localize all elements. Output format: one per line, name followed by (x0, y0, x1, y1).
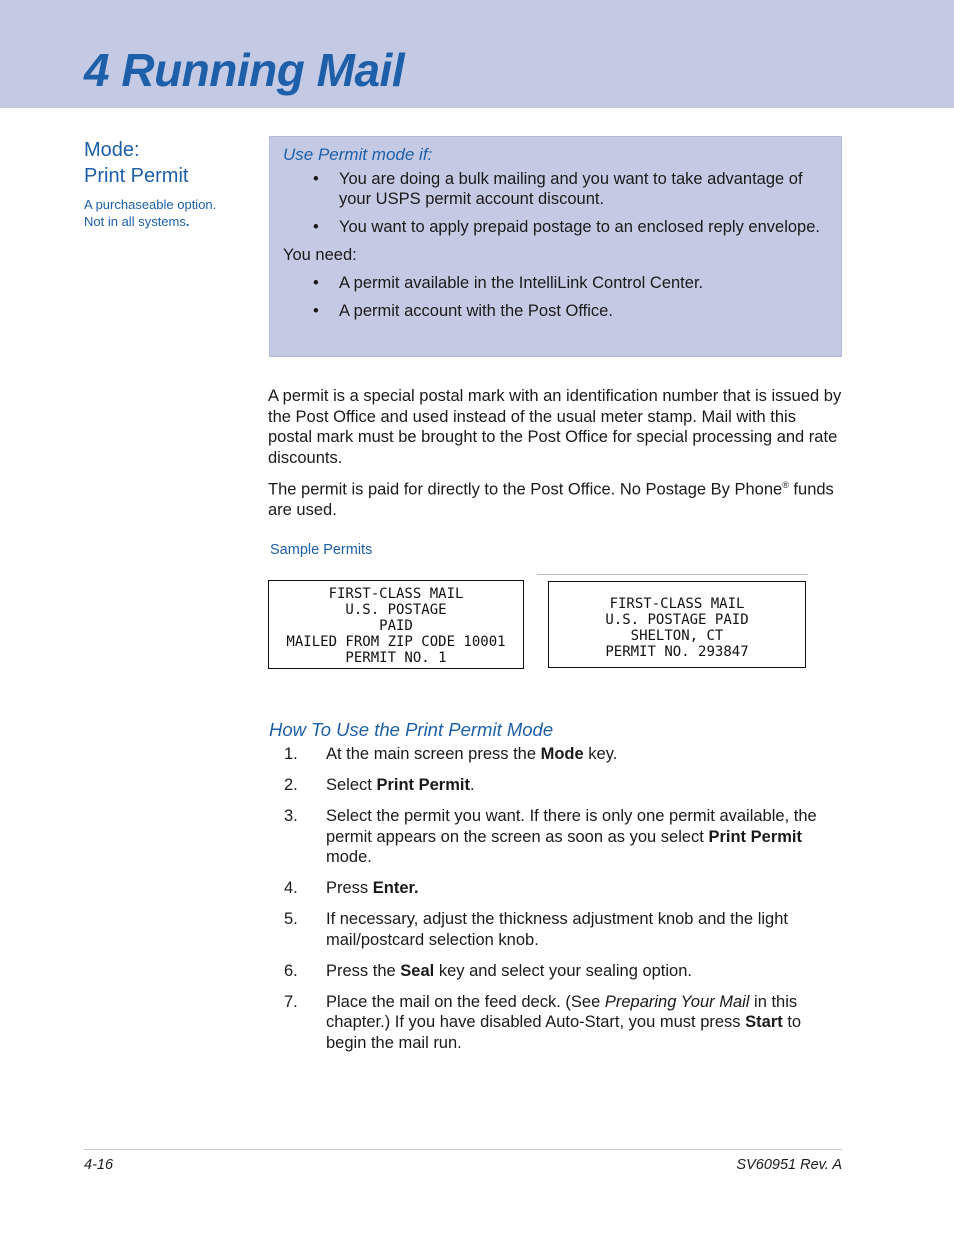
step-item (268, 775, 842, 796)
key-name: Print Permit (708, 827, 802, 846)
permit-usage-callout (269, 136, 842, 357)
step-item (268, 744, 842, 765)
list-item (283, 301, 829, 321)
permit-line: U.S. POSTAGE (345, 602, 447, 618)
step-text: . (469, 776, 475, 794)
use-if-list (283, 169, 829, 237)
step-text: . (414, 879, 419, 897)
page-number: 4-16 (84, 1157, 114, 1173)
mode-heading (84, 137, 254, 189)
step-text: mode. (326, 848, 372, 866)
bullet-icon: • (313, 274, 319, 292)
registered-mark: ® (782, 480, 789, 490)
permit-line: PERMIT NO. 293847 (605, 644, 749, 660)
permit-line: SHELTON, CT (630, 628, 724, 644)
bullet-icon: • (313, 170, 319, 188)
step-item (268, 806, 842, 868)
step-text: Press the (326, 961, 401, 980)
step-text: Select (326, 776, 377, 794)
sample-permit-1 (268, 580, 524, 669)
key-name: Enter (372, 879, 415, 897)
permit-line: MAILED FROM ZIP CODE 10001 (286, 634, 506, 650)
sidebar (84, 137, 254, 230)
list-item (283, 273, 829, 293)
step-number: 3. (284, 807, 298, 825)
step-item (268, 992, 842, 1054)
list-item (283, 217, 829, 237)
step-item (268, 961, 842, 982)
step-number: 7. (284, 992, 298, 1011)
mode-heading-line2: Print Permit (84, 165, 189, 187)
step-number: 4. (284, 879, 298, 897)
permit-line: PERMIT NO. 1 (345, 650, 447, 666)
footer-divider (84, 1149, 842, 1150)
figure-caption: Sample Permits (270, 542, 373, 558)
howto-heading: How To Use the Print Permit Mode (269, 719, 554, 740)
list-item-text: A permit account with the Post Office. (339, 302, 613, 320)
option-note-period: . (185, 214, 190, 229)
permit-payment-paragraph (268, 475, 842, 521)
list-item-text: You want to apply prepaid postage to an enclosed reply envelope. (339, 218, 820, 236)
permit-line: FIRST-CLASS MAIL (609, 596, 745, 612)
step-text: Press (326, 879, 373, 897)
step-number: 1. (284, 745, 298, 763)
you-need-list (283, 273, 829, 321)
bullet-icon: • (313, 218, 319, 236)
option-note (84, 196, 254, 230)
option-note-line2: Not in all systems (84, 214, 186, 229)
document-id: SV60951 Rev. A (736, 1157, 842, 1173)
you-need-label: You need: (283, 246, 357, 264)
chapter-header-band (0, 0, 954, 108)
step-text: If necessary, adjust the thickness adjustment knob and the light mail/postcard selection knob. (326, 910, 788, 949)
bullet-icon: • (313, 302, 319, 320)
list-item-text: You are doing a bulk mailing and you want to take advantage of your USPS permit account discount. (339, 170, 803, 208)
step-text: key and select your sealing option. (434, 961, 692, 980)
step-item (268, 909, 842, 950)
step-text: Select the permit you want. If there is only one permit available, the permit appears on the screen as soon as you select (326, 807, 817, 846)
key-name: Mode (540, 745, 584, 763)
list-item-text: A permit available in the IntelliLink Control Center. (339, 274, 704, 292)
step-number: 5. (284, 910, 298, 928)
step-text: key. (583, 745, 618, 763)
permit-description-paragraph: A permit is a special postal mark with an identification number that is issued by the Post Office and used instead of the usual meter stamp. Mail with this postal mark must be brought to the Post Office for special processing and rate discounts. (268, 387, 842, 467)
step-number: 2. (284, 776, 298, 794)
permit-line: PAID (379, 618, 413, 634)
payment-text-end: funds are used. (268, 480, 834, 519)
step-text: in this chapter.) If you have disabled Auto-Start, you must press (326, 992, 798, 1031)
chapter-title: 4 Running Mail (84, 44, 405, 96)
mode-heading-line1: Mode: (84, 139, 140, 161)
key-name: Print Permit (376, 776, 470, 794)
step-text: to begin the mail run. (326, 1013, 802, 1052)
cross-reference: Preparing Your Mail (604, 992, 750, 1011)
key-name: Start (745, 1013, 783, 1031)
callout-title: Use Permit mode if: (283, 145, 433, 164)
permit-line: FIRST-CLASS MAIL (328, 586, 464, 602)
sample-permit-2 (548, 581, 806, 668)
permit-line: U.S. POSTAGE PAID (605, 612, 749, 628)
step-text: Place the mail on the feed deck. (See (326, 992, 605, 1011)
figure-divider (537, 574, 808, 575)
payment-text-start: The permit is paid for directly to the Post Office. No Postage By Phone (268, 480, 783, 499)
option-note-line1: A purchaseable option. (84, 197, 217, 212)
list-item (283, 169, 829, 209)
step-item (268, 878, 842, 899)
step-text: At the main screen press the (326, 745, 541, 763)
key-name: Seal (400, 961, 435, 980)
step-number: 6. (284, 961, 298, 980)
howto-steps (268, 744, 842, 1064)
